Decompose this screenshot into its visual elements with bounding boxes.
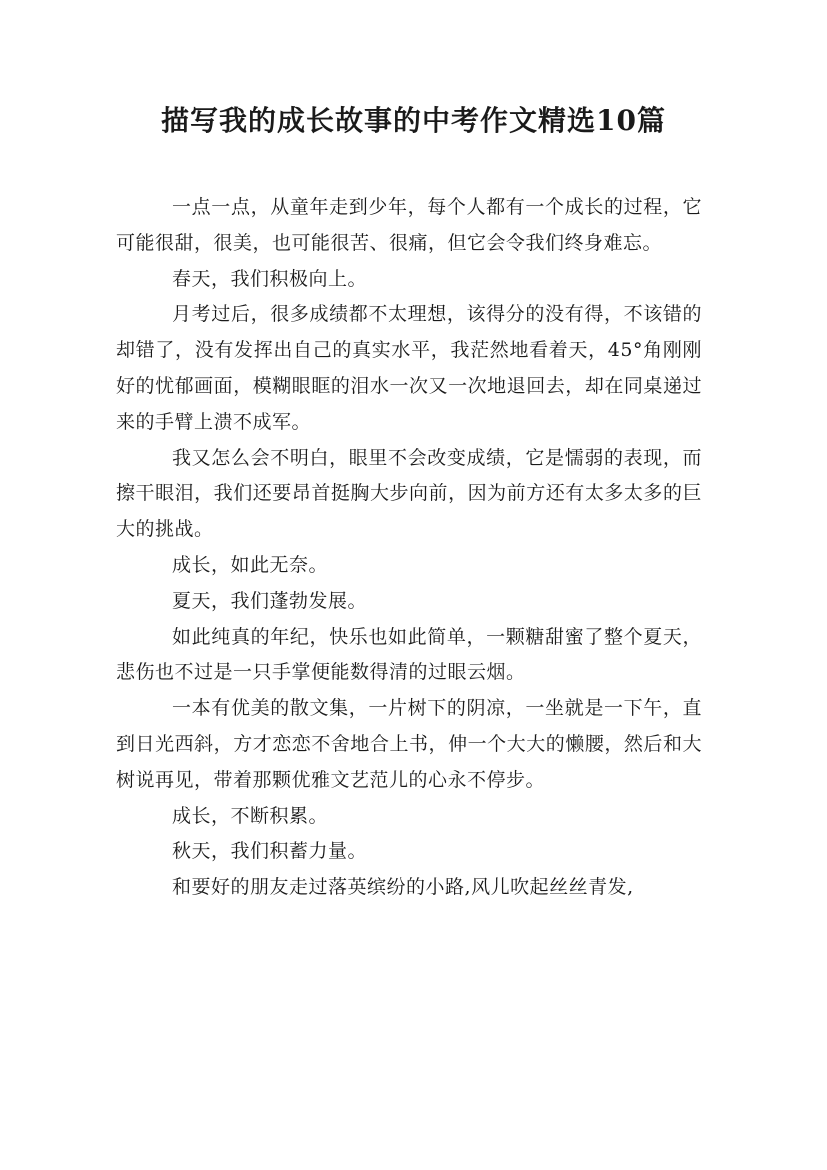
document-body	[116, 190, 702, 906]
paragraph: 如此纯真的年纪，快乐也如此简单，一颗糖甜蜜了整个夏天，悲伤也不过是一只手掌便能数得清的过眼云烟。	[116, 625, 702, 684]
paragraph: 成长，如此无奈。	[172, 553, 329, 576]
document-title: 描写我的成长故事的中考作文精选10篇	[161, 104, 666, 137]
paragraph: 秋天，我们积蓄力量。	[172, 840, 368, 863]
paragraph: 我又怎么会不明白，眼里不会改变成绩，它是懦弱的表现，而擦干眼泪，我们还要昂首挺胸大步向前，因为前方还有太多太多的巨大的挑战。	[116, 446, 702, 541]
paragraph: 一本有优美的散文集，一片树下的阴凉，一坐就是一下午，直到日光西斜，方才恋恋不舍地合上书，伸一个大大的懒腰，然后和大树说再见，带着那颗优雅文艺范儿的心永不停步。	[116, 697, 702, 791]
paragraph: 一点一点，从童年走到少年，每个人都有一个成长的过程，它可能很甜，很美，也可能很苦、很痛，但它会令我们终身难忘。	[116, 196, 702, 254]
paragraph: 春天，我们积极向上。	[172, 267, 368, 290]
paragraph: 和要好的朋友走过落英缤纷的小路,风儿吹起丝丝青发,	[172, 876, 634, 899]
paragraph: 月考过后，很多成绩都不太理想，该得分的没有得，不该错的却错了，没有发挥出自己的真实水平，我茫然地看着天，45°角刚刚好的忧郁画面，模糊眼眶的泪水一次又一次地退回去，却在同桌递过来的手臂上溃不成军。	[116, 303, 702, 433]
paragraph: 成长，不断积累。	[172, 804, 329, 827]
paragraph: 夏天，我们蓬勃发展。	[172, 589, 368, 612]
